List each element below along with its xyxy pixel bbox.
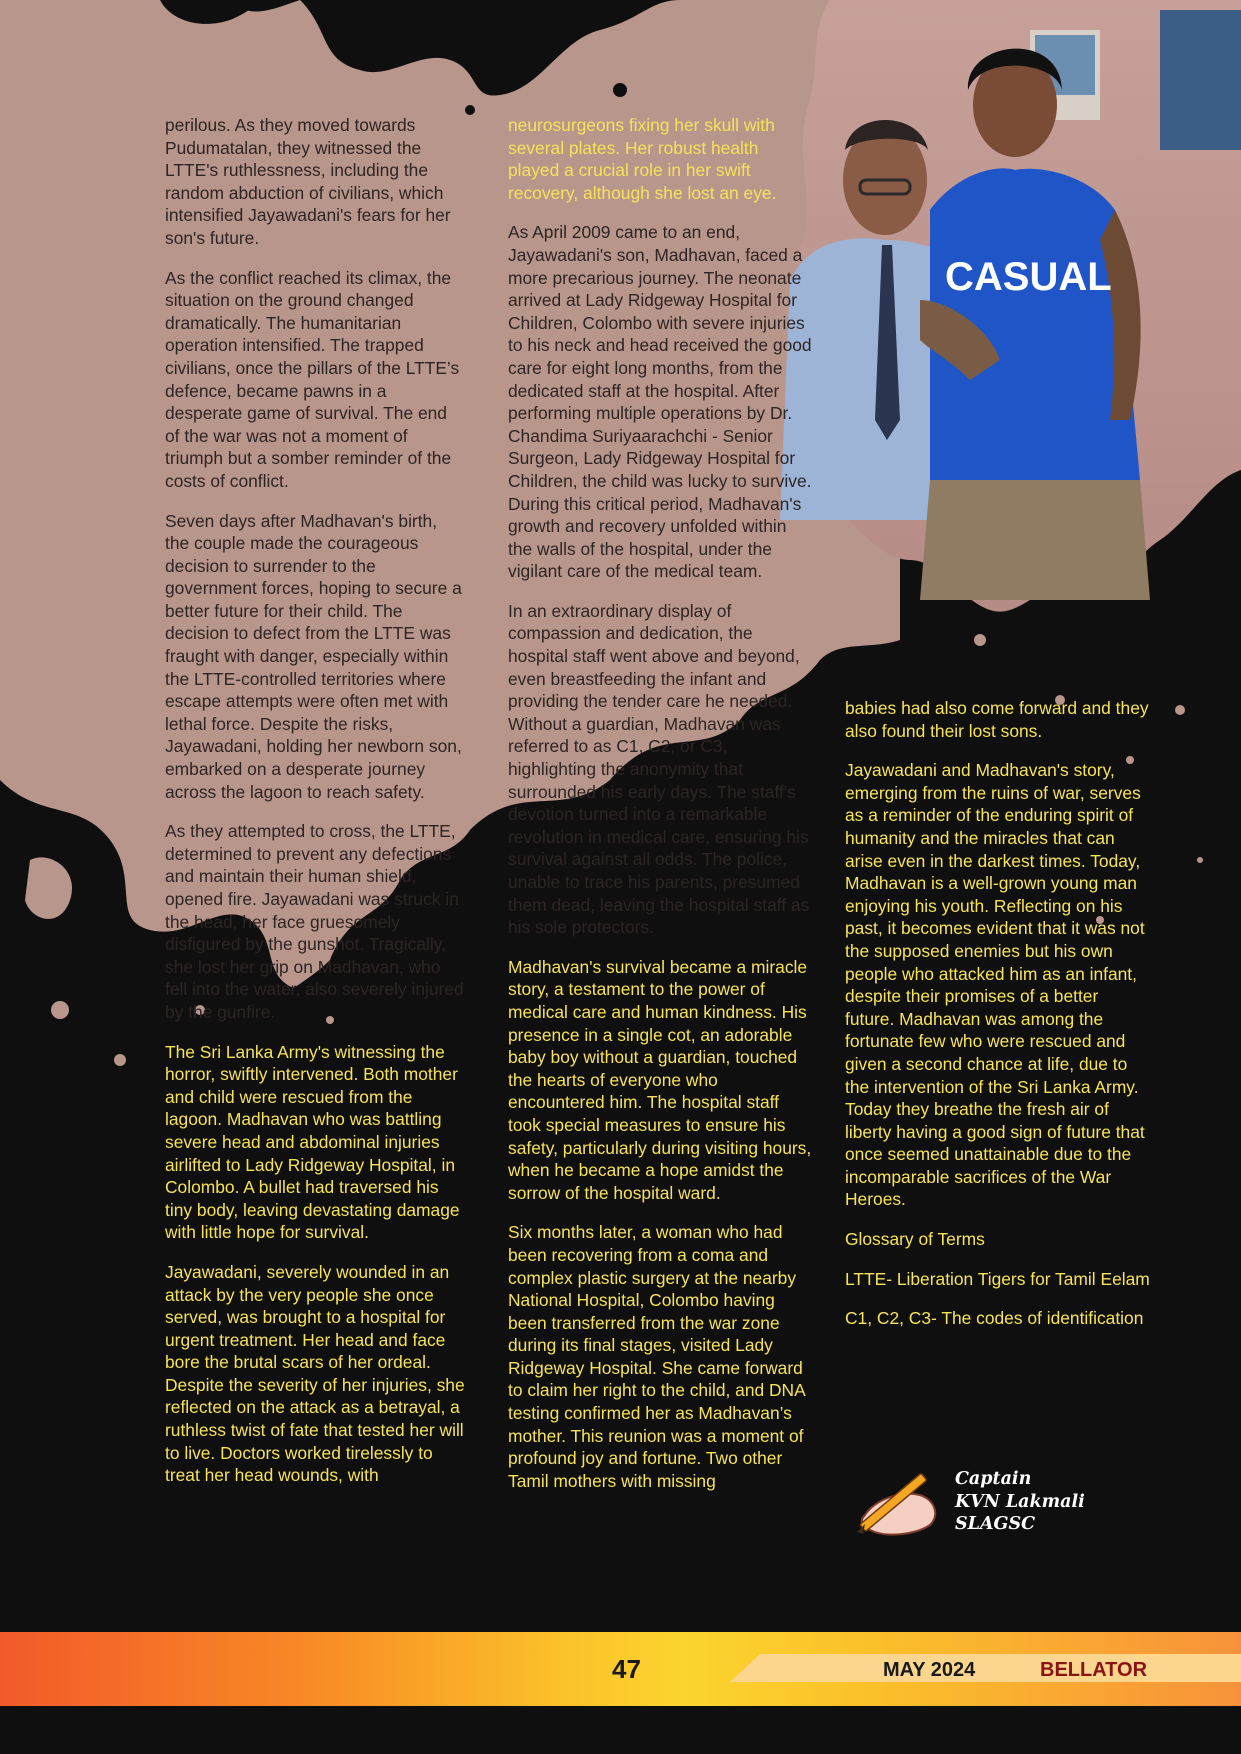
paragraph: neurosurgeons fixing her skull with several plates. Her robust health played a crucial role in her swift recovery, although she lost an eye. [508, 115, 777, 203]
paragraph: Jayawadani and Madhavan's story, emerging from the ruins of war, serves as a reminder of the enduring spirit of humanity and the miracles that can arise even in the darkest times. Today, Madhavan is a well-grown young man enjoying his youth. Reflecting on his past, it becomes evident that it was not the supposed enemies but his own people who attacked him as an infant, despite their promises of a better future. Madhavan was among the fortunate few who were rescued and given a second chance at life, due to the intervention of the Sri Lanka Army. Today they breathe the fresh air of liberty having a good sign of future that once seemed unattainable due to the incomparable sacrifices of the War Heroes. [845, 760, 1145, 1210]
issue-month: MAY 2024 [883, 1659, 976, 1681]
glossary-item: C1, C2, C3- The codes of identification [845, 1308, 1144, 1329]
page-number: 47 [612, 1654, 641, 1684]
paragraph: perilous. As they moved towards Pudumatalan, they witnessed the LTTE's ruthlessness, including the random abduction of civilians, which intensified Jayawadani's fears for her son's future. [165, 115, 451, 248]
pencil-hand-icon [845, 1460, 945, 1540]
glossary-heading: Glossary of Terms [845, 1229, 985, 1250]
paragraph: In an extraordinary display of compassion and dedication, the hospital staff went above and beyond, even breastfeeding the infant and providing the tender care he needed. Without a guardian, Madhavan was referred to as C1, C2, or C3, highlighting the anonymity that surrounded his early days. The staff's devotion turned into a remarkable revolution in medical care, ensuring his survival against all odds. The police, unable to trace his parents, presumed them dead, leaving the hospital staff as his sole protectors. [508, 600, 810, 938]
article-column-2 [508, 114, 813, 1509]
author-rank: Captain [955, 1469, 1032, 1489]
shirt-text: CASUAL [945, 255, 1112, 299]
doctor-and-boy-photo [770, 0, 1241, 640]
article-column-3 [845, 697, 1150, 1347]
magazine-name: BELLATOR [1040, 1659, 1148, 1681]
paragraph: Madhavan's survival became a miracle story, a testament to the power of medical care and human kindness. His presence in a single cot, an adorable baby boy without a guardian, touched the hearts of everyone who encountered him. The hospital staff took special measures to ensure his safety, particularly during visiting hours, when he became a hope amidst the sorrow of the hospital ward. [508, 956, 812, 1203]
glossary-item: LTTE- Liberation Tigers for Tamil Eelam [845, 1268, 1150, 1289]
paragraph: As the conflict reached its climax, the situation on the ground changed dramatically. The humanitarian operation intensified. The trapped civilians, once the pillars of the LTTE’s defence, became pawns in a desperate game of survival. The end of the war was not a moment of triumph but a somber reminder of the costs of conflict. [165, 267, 460, 491]
paragraph: Six months later, a woman who had been recovering from a coma and complex plastic surgery at the nearby National Hospital, Colombo having been transferred from the war zone during its final stages, visited Lady Ridgeway Hospital. She came forward to claim her right to the child, and DNA testing confirmed her as Madhavan’s mother. This reunion was a moment of profound joy and fortune. Two other Tamil mothers with missing [508, 1222, 805, 1491]
footer-band [730, 1654, 1241, 1682]
paragraph: Jayawadani, severely wounded in an attack by the very people she once served, was brought to a hospital for urgent treatment. Her head and face bore the brutal scars of her ordeal. Despite the severity of her injuries, she reflected on the attack as a betrayal, a ruthless twist of fate that tested her will to live. Doctors worked tirelessly to treat her head wounds, with [165, 1261, 465, 1486]
paragraph: babies had also come forward and they also found their lost sons. [845, 698, 1149, 741]
paragraph: The Sri Lanka Army's witnessing the horror, swiftly intervened. Both mother and child were rescued from the lagoon. Madhavan who was battling severe head and abdominal injuries airlifted to Lady Ridgeway Hospital, in Colombo. A bullet had traversed his tiny body, leaving devastating damage with little hope for survival. [165, 1041, 460, 1243]
page-footer [0, 1632, 1241, 1706]
paragraph: Seven days after Madhavan's birth, the couple made the courageous decision to surrender to the government forces, hoping to secure a better future for their child. The decision to defect from the LTTE was fraught with danger, especially within the LTTE-controlled territories where escape attempts were often met with lethal force. Despite the risks, Jayawadani, holding her newborn son, embarked on a desperate journey across the lagoon to reach safety. [165, 510, 462, 802]
author-unit: SLAGSC [955, 1514, 1036, 1534]
paragraph: As April 2009 came to an end, Jayawadani's son, Madhavan, faced a more precarious journey. The neonate arrived at Lady Ridgeway Hospital for Children, Colombo with severe injuries to his neck and head received the good care for eight long months, from the dedicated staff at the hospital. After performing multiple operations by Dr. Chandima Suriyaarachchi - Senior Surgeon, Lady Ridgeway Hospital for Children, the child was lucky to survive. During this critical period, Madhavan's growth and recovery unfolded within the walls of the hospital, under the vigilant care of the medical team. [508, 222, 812, 582]
author-byline [845, 1460, 1145, 1550]
article-column-1 [165, 114, 465, 1504]
paragraph: As they attempted to cross, the LTTE, determined to prevent any defections and maintain their human shield, opened fire. Jayawadani was struck in the head, her face gruesomely disfigured by the gunshot. Tragically, she lost her grip on Madhavan, who fell into the water, also severely injured by the gunfire. [165, 821, 464, 1022]
author-name: KVN Lakmali [955, 1491, 1085, 1512]
